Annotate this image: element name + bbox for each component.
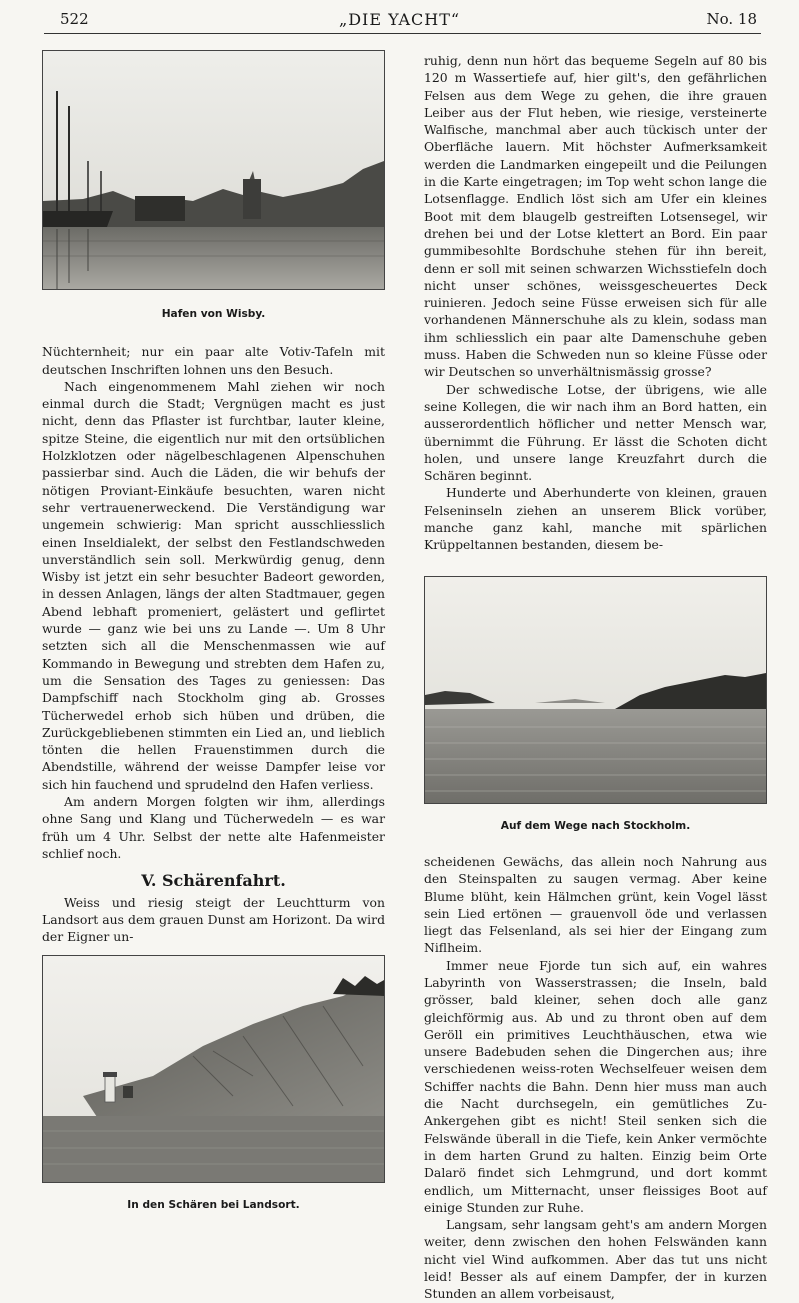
right-paragraph-1: ruhig, denn nun hört das bequeme Segeln auf 80 bis 120 m Wassertiefe auf, hier gilt's, den gefährlichen Felsen aus dem Wege zu gehen, die ihre grauen Leiber aus der Flut heben, wie riesige, versteinerte Walfische, manchmal aber auch tückisch unter der Oberfläche lauern. Mit höchster Aufmerksamkeit werden die Landmarken eingepeilt und die Peilungen in die Karte eingetragen; im Top weht schon lange die Lotsenflagge. Endlich löst sich am Ufer ein kleines Boot mit dem blaugelb gestreiften Lotsensegel, wir drehen bei und der Lotse klettert an Bord. Ein paar gummibesohlte Bordschuhe stehen für ihn bereit, denn er soll mit seinen schwarzen Wichsstiefeln doch nicht unser schönes, weissgescheuertes Deck ruinieren. Jedoch seine Füsse erweisen sich für alle vorhandenen Männerschuhe als zu klein, sodass man ihm schliesslich ein paar alte Damenschuhe geben muss. Haben die Schweden nun so kleine Füsse oder wir Deutschen so unverhältnismässig grosse? bbox=[424, 53, 767, 380]
caption-skerries-landsort: In den Schären bei Landsort. bbox=[127, 1199, 300, 1212]
left-paragraph-2: Nach eingenommenem Mahl ziehen wir noch einmal durch die Stadt; Vergnügen macht es just nicht, denn das Pflaster ist furchtbar, lauter kleine, spitze Steine, die eigentlich nur mit den ortsüblichen Holzklotzen oder nägelbeschlagenen Alpenschuhen passierbar sind. Auch die Läden, die wir behufs der nötigen Proviant-Einkäufe besuchten, waren nicht sehr vertrauenerweckend. Die Verständigung war ungemein schwierig: Man spricht ausschliesslich einen Inseldialekt, der selbst den Festlandschweden unverständlich sein soll. Merkwürdig genug, denn Wisby ist jetzt ein sehr besuchter Badeort geworden, in dessen Anlagen, längs der alten Stadtmauer, gegen Abend lebhaft promeniert, gelästert und geflirtet wurde — ganz wie bei uns zu Lande —. Um 8 Uhr setzten sich all die Menschenmassen wie auf Kommando in Bewegung und strebten dem Hafen zu, um die Sensation des Tages zu geniessen: Das Dampfschiff nach Stockholm ging ab. Grosses Tücherwedel erhob sich hüben und drüben, die Zurückgebliebenen stimmten ein Lied an, und lieblich tönten die hellen Frauenstimmen durch die Abendstille, während der weisse Dampfer leise vor sich hin fauchend und sprudelnd den Hafen verliess. bbox=[42, 378, 385, 792]
caption-way-to-stockholm: Auf dem Wege nach Stockholm. bbox=[500, 819, 691, 832]
photo-way-to-stockholm bbox=[424, 576, 767, 804]
right-paragraph-3: Hunderte und Aberhunderte von kleinen, grauen Felseninseln ziehen an unserem Blick vorüber, manche ganz kahl, manche mit spärlichen Krüppeltannen bestanden, diesem be- bbox=[424, 485, 767, 553]
page-header bbox=[0, 8, 799, 30]
caption-harbor-wisby: Hafen von Wisby. bbox=[161, 308, 266, 320]
issue-number: No. 18 bbox=[706, 10, 757, 28]
right-column bbox=[424, 52, 767, 1303]
header-rule bbox=[44, 33, 761, 34]
right-paragraph-6: Langsam, sehr langsam geht's am andern Morgen weiter, denn zwischen den hohen Felswänden kann nicht viel Wind aufkommen. Aber das tut uns nicht leid! Besser als auf einem Dampfer, der in kurzen Stunden an allem vorbeisaust, bbox=[424, 1217, 767, 1302]
section-heading: V. Schärenfahrt. bbox=[141, 871, 286, 891]
right-paragraph-4: scheidenen Gewächs, das allein noch Nahrung aus den Steinspalten zu saugen vermag. Aber keine Blume blüht, kein Hälmchen grünt, kein Vogel lässt sein Lied ertönen — grauenvoll öde und verlassen liegt das Felsenland, als sei hier der Eingang zum Niflheim. bbox=[424, 853, 767, 956]
left-paragraph-1: Nüchternheit; nur ein paar alte Votiv-Tafeln mit deutschen Inschriften lohnen uns den Besuch. bbox=[42, 344, 385, 377]
page-number: 522 bbox=[60, 10, 89, 28]
left-paragraph-3: Am andern Morgen folgten wir ihm, allerdings ohne Sang und Klang und Tücherwedeln — es war früh um 4 Uhr. Selbst der nette alte Hafenmeister schlief noch. bbox=[42, 794, 385, 861]
left-column bbox=[42, 50, 385, 1215]
photo-skerries-landsort bbox=[42, 955, 385, 1183]
journal-title: „DIE YACHT“ bbox=[338, 10, 461, 29]
left-paragraph-4: Weiss und riesig steigt der Leuchtturm von Landsort aus dem grauen Dunst am Horizont. Da wird der Eigner un- bbox=[42, 894, 385, 945]
right-paragraph-5: Immer neue Fjorde tun sich auf, ein wahres Labyrinth von Wasserstrassen; die Inseln, bald grösser, bald kleiner, sehen doch alle ganz gleichförmig aus. Ab und zu thront oben auf dem Geröll ein primitives Leuchthäuschen, etwa wie unsere Badebuden sehen die Dingerchen aus; ihre verschiedenen weiss-roten Wechselfeuer weisen dem Schiffer nachts die Bahn. Denn hier muss man auch die Nacht durchsegeln, ein gemütliches Zu-Ankergehen gibt es nicht! Steil senken sich die Felswände überall in die Tiefe, kein Anker vermöchte in dem harten Grund zu halten. Einzig beim Orte Dalarö findet sich Lehmgrund, und dort kommt endlich, um Mitternacht, unser fleissiges Boot auf einige Stunden zur Ruhe. bbox=[424, 957, 767, 1215]
right-paragraph-2: Der schwedische Lotse, der übrigens, wie alle seine Kollegen, die wir nach ihm an Bord hatten, ein ausserordentlich höflicher und netter Mensch war, übernimmt die Führung. Er lässt die Schoten dicht holen, und unsere lange Kreuzfahrt durch die Schären beginnt. bbox=[424, 381, 767, 484]
photo-harbor-wisby bbox=[42, 50, 385, 290]
